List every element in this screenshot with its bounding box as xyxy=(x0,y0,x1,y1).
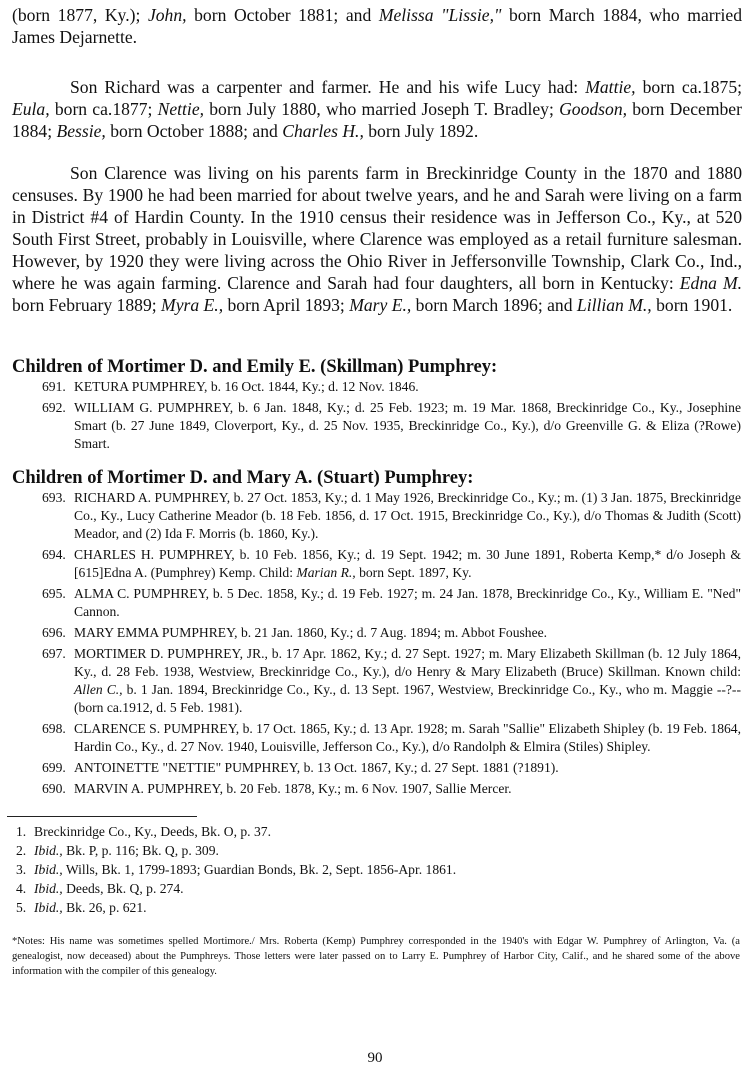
child-name: Myra E., xyxy=(161,295,224,315)
entry-number: 694. xyxy=(42,547,66,563)
genealogy-entry xyxy=(0,780,750,798)
entry-text: MORTIMER D. PUMPHREY, JR., b. 17 Apr. 1862, Ky.; d. 27 Sept. 1927; m. Mary Elizabeth Skillman (b. 12 July 1864, Ky., d. 28 Feb. 1938, Westview, Breckinridge Co., Ky.), d/o Henry & Mary Elizabeth (Bruce) Skillman. Known child: xyxy=(74,645,741,679)
entry-text: MARVIN A. PUMPHREY, b. 20 Feb. 1878, Ky.; m. 6 Nov. 1907, Sallie Mercer. xyxy=(74,780,512,796)
footnote-number: 2. xyxy=(16,843,27,858)
paragraph-text: born 1901. xyxy=(651,295,733,315)
footnote-ibid: Ibid., xyxy=(34,900,63,915)
entries-mary xyxy=(0,489,750,800)
child-name: Edna M. xyxy=(679,273,742,293)
intro-paragraph xyxy=(12,4,742,48)
paragraph-text: born ca.1877; xyxy=(49,99,158,119)
footnote-number: 1. xyxy=(16,824,27,839)
paragraph-text: Son Clarence was living on his parents farm in Breckinridge County in the 1870 and 1880 censuses. By 1900 he had been married for about twelve years, and he and Sarah were living on a farm in District #4 of Hardin County. In the 1910 census their residence was in Jefferson Co., Ky., at 520 South First Street, probably in Louisville, where Clarence was employed as a retail furniture salesman. However, by 1920 they were living across the Ohio River in Jeffersonville Township, Clark Co., Ind., where he was again farming. Clarence and Sarah had four daughters, all born in Kentucky: xyxy=(12,163,742,293)
footnote-number: 5. xyxy=(16,900,27,915)
footnote-number: 4. xyxy=(16,881,27,896)
genealogy-entry xyxy=(0,645,750,718)
child-name: Goodson, xyxy=(559,99,628,119)
footnote-text: Bk. P, p. 116; Bk. Q, p. 309. xyxy=(62,843,219,858)
child-name: John, xyxy=(147,5,187,25)
footnote xyxy=(0,841,750,860)
entry-text: MARY EMMA PUMPHREY, b. 21 Jan. 1860, Ky.; d. 7 Aug. 1894; m. Abbot Foushee. xyxy=(74,624,548,640)
entry-text: ANTOINETTE "NETTIE" PUMPHREY, b. 13 Oct. 1867, Ky.; d. 27 Sept. 1881 (?1891). xyxy=(74,759,559,775)
paragraph-text: born October 1888; and xyxy=(105,121,283,141)
footnote-text: Bk. 26, p. 621. xyxy=(62,900,147,915)
entries-emily xyxy=(0,378,750,456)
entry-number: 692. xyxy=(42,399,66,415)
clarence-paragraph xyxy=(12,162,742,316)
footnote-text: Wills, Bk. 1, 1799-1893; Guardian Bonds, Bk. 2, Sept. 1856-Apr. 1861. xyxy=(62,862,457,877)
entry-number: 696. xyxy=(42,624,66,640)
footnote-ibid: Ibid., xyxy=(34,862,63,877)
footnote xyxy=(0,822,750,841)
entry-text: CLARENCE S. PUMPHREY, b. 17 Oct. 1865, Ky.; d. 13 Apr. 1928; m. Sarah "Sallie" Elizabeth Shipley (b. 19 Feb. 1864, Hardin Co., Ky., d. 27 Nov. 1940, Louisville, Jefferson Co., Ky.), d/o Randolph & Elmira (Stiles) Shipley. xyxy=(74,720,741,755)
entry-number: 699. xyxy=(42,759,66,775)
entry-text: CHARLES H. PUMPHREY, b. 10 Feb. 1856, Ky.; d. 19 Sept. 1942; m. 30 June 1891, Roberta Kemp,* d/o Joseph & [615]Edna A. (Pumphrey) Kemp. Child: xyxy=(74,547,741,581)
entry-text: born Sept. 1897, Ky. xyxy=(355,565,472,581)
child-name: Lillian M., xyxy=(576,295,652,315)
intro-text: born March 1884, who married James Dejarnette. xyxy=(12,5,743,47)
genealogy-entry xyxy=(0,399,750,454)
footnote-number: 3. xyxy=(16,862,27,877)
genealogy-entry xyxy=(0,489,750,544)
entry-number: 690. xyxy=(42,780,66,796)
entry-text: KETURA PUMPHREY, b. 16 Oct. 1844, Ky.; d. 12 Nov. 1846. xyxy=(74,379,419,394)
entry-number: 693. xyxy=(42,490,66,505)
intro-text: (born 1877, Ky.); xyxy=(12,5,148,25)
section-heading-emily: Children of Mortimer D. and Emily E. (Skillman) Pumphrey: xyxy=(12,357,498,377)
entry-number: 695. xyxy=(42,586,66,602)
child-name: Mattie, xyxy=(585,77,636,97)
richard-paragraph xyxy=(12,76,742,142)
footnote xyxy=(0,879,750,898)
intro-text: born October 1881; and xyxy=(186,5,379,25)
paragraph-text: born February 1889; xyxy=(12,295,162,315)
footnote-text: Deeds, Bk. Q, p. 274. xyxy=(62,881,184,896)
footnote xyxy=(0,860,750,879)
footnotes xyxy=(0,822,750,917)
entry-text: ALMA C. PUMPHREY, b. 5 Dec. 1858, Ky.; d. 19 Feb. 1927; m. 24 Jan. 1878, Breckinridge Co., Ky., William E. "Ned" Cannon. xyxy=(74,586,741,620)
paragraph-text: born July 1892. xyxy=(363,121,479,141)
paragraph-text: born ca.1875; xyxy=(635,77,743,97)
paragraph-text: born April 1893; xyxy=(223,295,350,315)
child-name: Allen C., xyxy=(74,682,123,698)
genealogy-entry xyxy=(0,378,750,396)
genealogy-entry xyxy=(0,720,750,756)
child-name: Melissa "Lissie," xyxy=(378,5,502,25)
child-name: Mary E., xyxy=(349,295,412,315)
child-name: Bessie, xyxy=(56,121,106,141)
genealogy-entry xyxy=(0,546,750,582)
footnote-divider xyxy=(7,816,197,817)
page-number: 90 xyxy=(367,1050,383,1066)
compiler-note: *Notes: His name was sometimes spelled Mortimore./ Mrs. Roberta (Kemp) Pumphrey corresponded in the 1940's with Edgar W. Pumphrey of Arlington, Va. (a genealogist, now deceased) about the Pumphreys. Those letters were later passed on to Larry E. Pumphrey of Harbor City, Calif., and he shared some of the above information with the compiler of this genealogy. xyxy=(12,936,740,977)
entry-number: 691. xyxy=(42,379,66,394)
paragraph-text: born March 1896; and xyxy=(411,295,577,315)
child-name: Charles H., xyxy=(282,121,364,141)
section-heading-mary: Children of Mortimer D. and Mary A. (Stuart) Pumphrey: xyxy=(12,468,474,488)
entry-text: RICHARD A. PUMPHREY, b. 27 Oct. 1853, Ky.; d. 1 May 1926, Breckinridge Co., Ky.; m. (1) 3 Jan. 1875, Breckinridge Co., Ky., Lucy Catherine Meador (b. 18 Feb. 1856, d. 17 Oct. 1915, Breckinridge Co., Ky.), d/o Thomas & Judith (Scott) Meador, and (2) Ida F. Morris (b. 1860, Ky.). xyxy=(74,490,741,542)
paragraph-text: born December 1884; xyxy=(12,99,742,141)
entry-number: 698. xyxy=(42,720,66,736)
entry-number: 697. xyxy=(42,645,66,661)
entry-text: b. 1 Jan. 1894, Breckinridge Co., Ky., d. 13 Sept. 1967, Westview, Breckinridge Co., Ky., who m. Maggie --?-- (born ca.1912, d. 5 Feb. 1981). xyxy=(74,682,741,716)
genealogy-entry xyxy=(0,585,750,621)
child-name: Marian R., xyxy=(296,565,356,581)
paragraph-text: born July 1880, who married Joseph T. Bradley; xyxy=(204,99,560,119)
genealogy-entry xyxy=(0,624,750,642)
footnote xyxy=(0,898,750,917)
genealogy-entry xyxy=(0,759,750,777)
paragraph-text: Son Richard was a carpenter and farmer. He and his wife Lucy had: xyxy=(70,77,586,97)
footnote-ibid: Ibid., xyxy=(34,843,63,858)
footnote-ibid: Ibid., xyxy=(34,881,63,896)
child-name: Eula, xyxy=(12,99,50,119)
child-name: Nettie, xyxy=(157,99,205,119)
entry-text: WILLIAM G. PUMPHREY, b. 6 Jan. 1848, Ky.; d. 25 Feb. 1923; m. 19 Mar. 1868, Breckinridge Co., Ky., Josephine Smart (b. 27 June 1849, Cloverport, Ky., d. 25 Nov. 1935, Breckinridge Co., Ky.), d/o Greenville G. & Eliza (?Rowe) Smart. xyxy=(74,399,741,452)
footnote-text: Breckinridge Co., Ky., Deeds, Bk. O, p. 37. xyxy=(34,824,271,839)
